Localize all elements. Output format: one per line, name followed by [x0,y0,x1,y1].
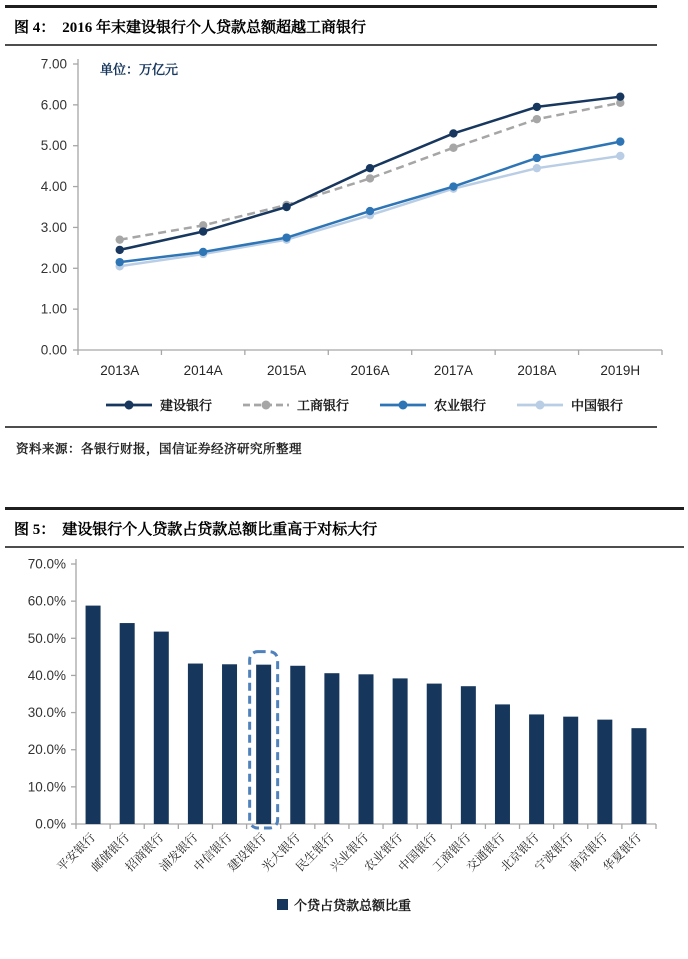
svg-text:50.0%: 50.0% [27,630,66,646]
legend-line-swatch-icon [516,399,564,411]
bar-邮储银行 [120,623,135,824]
svg-text:浦发银行: 浦发银行 [156,830,201,875]
svg-text:2014A: 2014A [183,363,223,378]
svg-text:华夏银行: 华夏银行 [600,830,645,875]
personal-loan-total-line-chart [0,50,688,388]
legend-square-icon [277,899,288,910]
svg-text:5.00: 5.00 [40,138,67,154]
svg-text:10.0%: 10.0% [27,779,66,795]
unit-label: 单位：万亿元 [100,62,179,77]
x-category-labels [54,830,644,875]
bar-兴业银行 [359,674,374,824]
bar-宁波银行 [563,717,578,824]
bar-交通银行 [495,704,510,824]
bar-浦发银行 [188,664,203,824]
legend-item-农业银行 [379,395,486,414]
legend-item-label: 工商银行 [296,398,349,413]
legend-item-label: 中国银行 [571,398,624,413]
svg-text:2013A: 2013A [100,363,140,378]
svg-text:光大银行: 光大银行 [259,830,303,875]
bar-建设银行 [256,665,271,824]
svg-text:交通银行: 交通银行 [463,830,508,875]
legend-item-建设银行 [105,395,212,414]
bar-chart-area [0,548,688,914]
legend-line-swatch-icon [379,399,427,411]
svg-text:建设银行: 建设银行 [224,830,269,875]
figure-5-header [5,507,684,548]
legend-item-label: 建设银行 [159,398,212,413]
figure-5-label: 图 5： [14,522,56,538]
svg-text:3.00: 3.00 [40,219,67,235]
svg-text:2019H: 2019H [600,363,641,378]
svg-text:0.0%: 0.0% [35,816,66,832]
svg-text:北京银行: 北京银行 [497,830,542,875]
figure-4-label: 图 4： [14,20,56,36]
svg-text:2018A: 2018A [517,363,557,378]
svg-text:工商银行: 工商银行 [429,830,474,875]
svg-text:2017A: 2017A [433,363,473,378]
legend-line-swatch-icon [105,399,153,411]
svg-text:中国银行: 中国银行 [395,830,440,875]
svg-text:40.0%: 40.0% [27,667,66,683]
bar-工商银行 [461,686,476,824]
bar-平安银行 [86,606,101,824]
bar-华夏银行 [631,728,646,824]
bar-legend-label: 个贷占贷款总额比重 [293,898,411,913]
legend-item-工商银行 [242,395,349,414]
svg-text:兴业银行: 兴业银行 [327,830,372,875]
bar-北京银行 [529,714,544,824]
svg-text:平安银行: 平安银行 [54,830,99,875]
bar-chart-legend [0,895,688,914]
bar-农业银行 [393,678,408,824]
svg-text:宁波银行: 宁波银行 [531,830,576,875]
bars [86,606,647,824]
svg-text:招商银行: 招商银行 [122,830,167,875]
spacer [0,457,688,507]
x-tick-labels [100,363,640,378]
figure-4-header [5,5,657,46]
svg-text:70.0%: 70.0% [27,556,66,572]
bar-中信银行 [222,664,237,824]
legend-line-swatch-icon [242,399,290,411]
svg-text:2015A: 2015A [267,363,307,378]
svg-text:中信银行: 中信银行 [190,830,235,875]
svg-text:1.00: 1.00 [40,301,67,317]
svg-text:邮储银行: 邮储银行 [88,830,133,875]
source-note: 资料来源：各银行财报，国信证券经济研究所整理 [16,442,303,456]
figure-4-title: 2016 年末建设银行个人贷款总额超越工商银行 [62,20,367,36]
svg-text:2016A: 2016A [350,363,390,378]
line-chart-area [0,46,688,414]
svg-text:4.00: 4.00 [40,179,67,195]
svg-text:7.00: 7.00 [40,56,67,72]
svg-text:20.0%: 20.0% [27,742,66,758]
series-农业银行 [116,137,625,266]
legend-item-label: 农业银行 [434,398,487,413]
figure-5-title: 建设银行个人贷款占贷款总额比重高于对标大行 [62,522,378,538]
figure-4 [0,5,688,457]
figure-5 [0,507,688,914]
svg-text:60.0%: 60.0% [27,593,66,609]
svg-text:2.00: 2.00 [40,260,67,276]
bar-民生银行 [324,673,339,824]
legend-item-中国银行 [516,395,623,414]
bar-招商银行 [154,632,169,824]
y-tick-labels [41,57,67,358]
bar-中国银行 [427,684,442,824]
loan-share-bar-chart [0,552,688,888]
svg-text:0.00: 0.00 [40,342,67,358]
bar-南京银行 [597,720,612,824]
bar-光大银行 [290,666,305,824]
svg-text:30.0%: 30.0% [27,705,66,721]
svg-text:6.00: 6.00 [40,97,67,113]
svg-text:农业银行: 农业银行 [361,830,406,875]
y-tick-labels [28,557,66,832]
svg-text:南京银行: 南京银行 [566,830,610,875]
svg-text:民生银行: 民生银行 [293,830,338,875]
line-chart-legend [40,395,688,414]
